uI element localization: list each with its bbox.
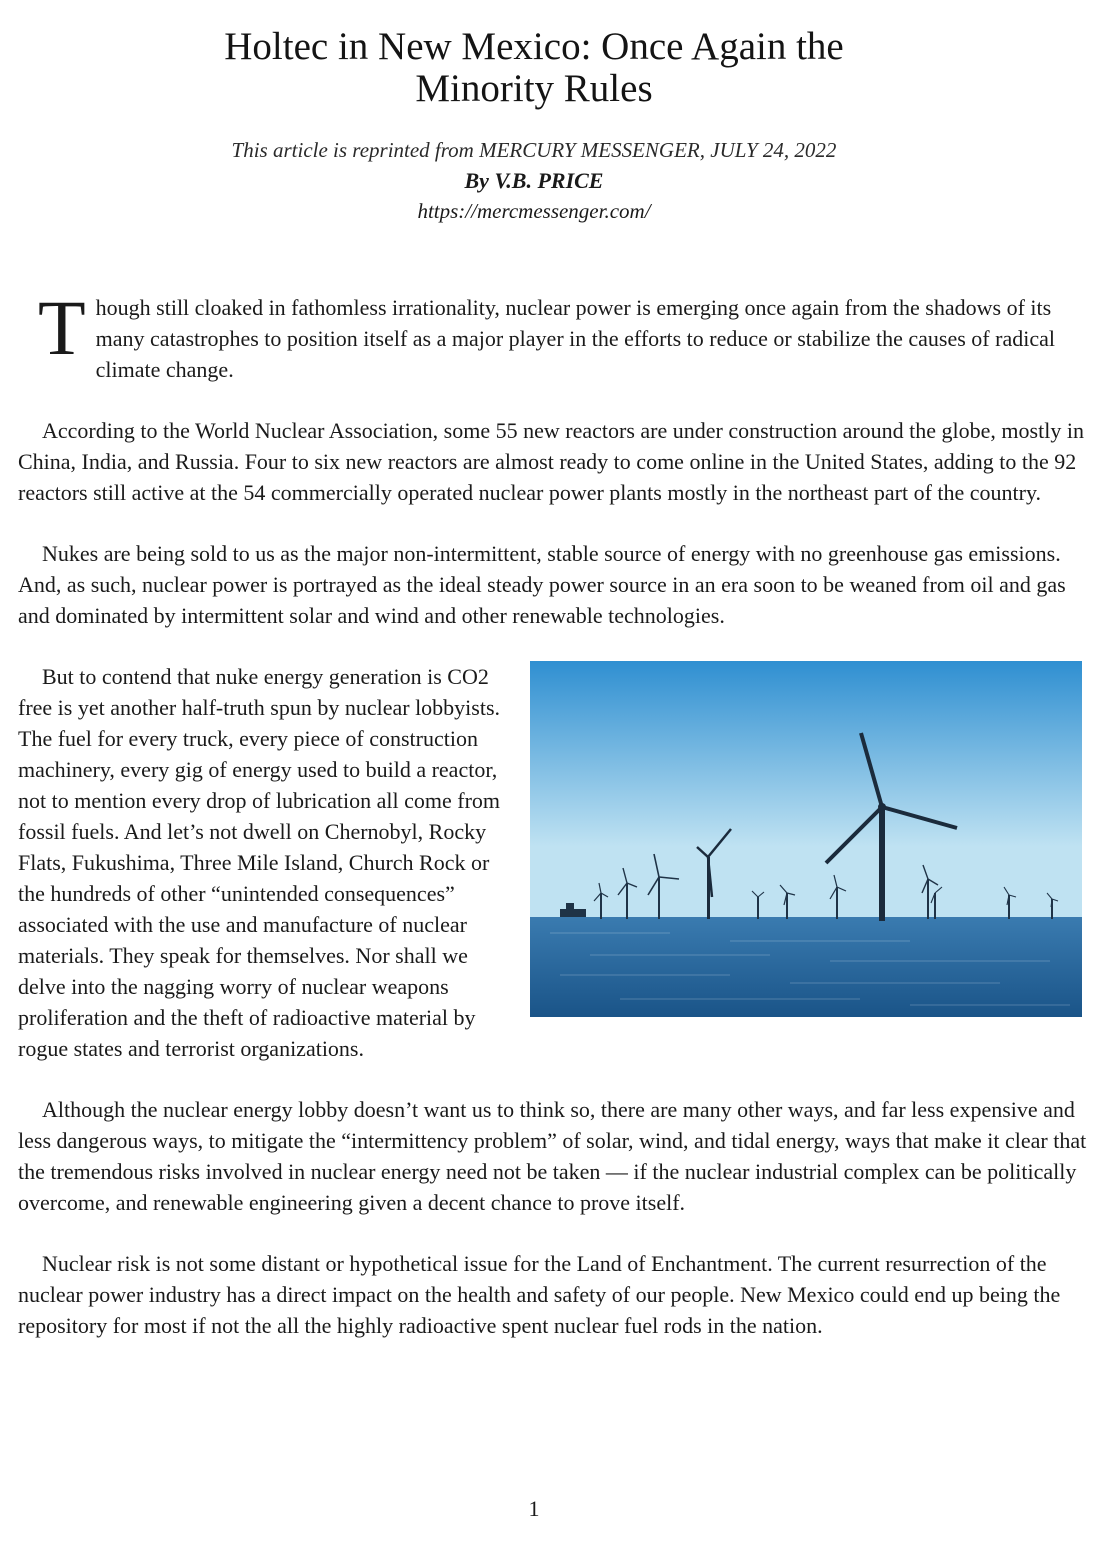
paragraph-4 bbox=[18, 661, 1090, 1064]
paragraph-4-text: But to contend that nuke energy generation is CO2 free is yet another half-truth spun by nuclear lobbyists. The fuel for every truck, every piece of construction machinery, every gig of energy used to build a reactor, not to mention every drop of lubrication all come from fossil fuels. And let’s not dwell on Chernobyl, Rocky Flats, Fukushima, Three Mile Island, Church Rock or the hundreds of other “unintended consequences” associated with the use and manufacture of nuclear materials. They speak for themselves. Nor shall we delve into the nagging worry of nuclear weapons proliferation and the theft of radioactive material by rogue states and terrorist organizations. bbox=[18, 664, 501, 1061]
sea bbox=[530, 917, 1082, 1017]
paragraph-2: According to the World Nuclear Association, some 55 new reactors are under construction around the globe, mostly in China, India, and Russia. Four to six new reactors are almost ready to come online in the United States, adding to the 92 reactors still active at the 54 commercially operated nuclear power plants mostly in the northeast part of the country. bbox=[18, 418, 1084, 505]
paragraph-1 bbox=[18, 284, 1090, 385]
wind-turbines-photo bbox=[530, 661, 1082, 1017]
paragraph-1-text: hough still cloaked in fathomless irrationality, nuclear power is emerging once again from the shadows of its many catastrophes to position itself as a major player in the efforts to reduce or stabilize the causes of radical climate change. bbox=[95, 295, 1055, 382]
source-url: https://mercmessenger.com/ bbox=[417, 199, 651, 223]
article-title bbox=[0, 26, 1068, 110]
reprint-note: This article is reprinted from MERCURY MESSENGER, JULY 24, 2022 bbox=[231, 138, 837, 162]
drop-cap: T bbox=[38, 284, 86, 371]
article-body bbox=[18, 284, 1090, 1371]
sky bbox=[530, 661, 1082, 919]
paragraph-6: Nuclear risk is not some distant or hypothetical issue for the Land of Enchantment. The current resurrection of the nuclear power industry has a direct impact on the health and safety of our people. New Mexico could end up being the repository for most if not the all the highly radioactive spent nuclear fuel rods in the nation. bbox=[18, 1251, 1061, 1338]
author-byline: By V.B. PRICE bbox=[464, 168, 604, 193]
title-line-1: Holtec in New Mexico: Once Again the bbox=[224, 25, 844, 68]
title-line-2: Minority Rules bbox=[415, 67, 653, 110]
paragraph-5: Although the nuclear energy lobby doesn’t want us to think so, there are many other ways, and far less expensive and less dangerous ways, to mitigate the “intermittency problem” of solar, wind, and tidal energy, ways that make it clear that the tremendous risks involved in nuclear energy need not be taken — if the nuclear industrial complex can be politically overcome, and renewable engineering given a decent chance to prove itself. bbox=[18, 1097, 1087, 1215]
paragraph-3: Nukes are being sold to us as the major non-intermittent, stable source of energy with no greenhouse gas emissions. And, as such, nuclear power is portrayed as the ideal steady power source in an era soon to be weaned from oil and gas and dominated by intermittent solar and wind and other renewable technologies. bbox=[18, 541, 1066, 628]
page-number: 1 bbox=[528, 1496, 540, 1521]
